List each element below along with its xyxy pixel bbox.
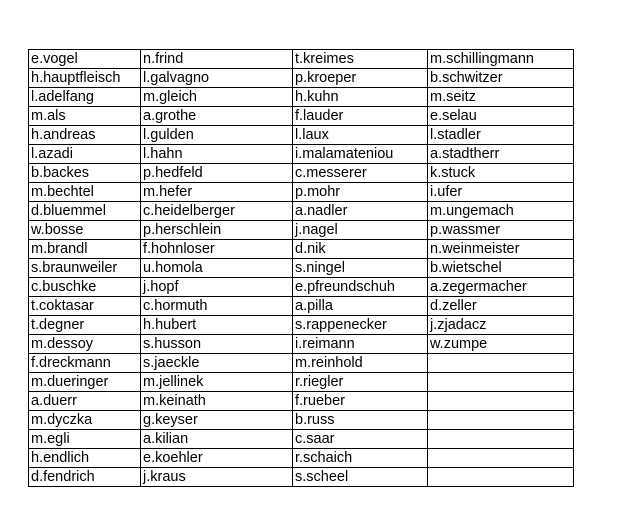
table-cell: s.scheel — [293, 468, 428, 487]
table-cell: s.rappenecker — [293, 316, 428, 335]
table-cell: l.galvagno — [141, 69, 293, 88]
table-cell: a.stadtherr — [428, 145, 574, 164]
table-row — [29, 88, 574, 107]
table-cell: a.pilla — [293, 297, 428, 316]
table-cell: s.jaeckle — [141, 354, 293, 373]
table-row — [29, 354, 574, 373]
table-row — [29, 202, 574, 221]
table-row — [29, 50, 574, 69]
table-cell: n.frind — [141, 50, 293, 69]
table-cell: a.zegermacher — [428, 278, 574, 297]
table-cell: i.ufer — [428, 183, 574, 202]
table-cell: c.hormuth — [141, 297, 293, 316]
table-cell: m.ungemach — [428, 202, 574, 221]
table-cell: d.fendrich — [29, 468, 141, 487]
table-cell: m.dueringer — [29, 373, 141, 392]
table-cell: b.backes — [29, 164, 141, 183]
table-cell — [428, 392, 574, 411]
table-row — [29, 240, 574, 259]
table-cell — [428, 430, 574, 449]
table-cell: m.hefer — [141, 183, 293, 202]
table-cell: i.reimann — [293, 335, 428, 354]
table-cell: j.nagel — [293, 221, 428, 240]
table-row — [29, 430, 574, 449]
table-cell: l.laux — [293, 126, 428, 145]
table-cell: h.hauptfleisch — [29, 69, 141, 88]
table-cell: d.zeller — [428, 297, 574, 316]
table-cell: n.weinmeister — [428, 240, 574, 259]
table-cell: l.stadler — [428, 126, 574, 145]
table-cell: l.azadi — [29, 145, 141, 164]
table-cell: m.dyczka — [29, 411, 141, 430]
table-cell: m.keinath — [141, 392, 293, 411]
table-cell: f.dreckmann — [29, 354, 141, 373]
table-cell: m.schillingmann — [428, 50, 574, 69]
table-cell — [428, 354, 574, 373]
table-cell: a.nadler — [293, 202, 428, 221]
table-cell: b.wietschel — [428, 259, 574, 278]
table-cell: m.gleich — [141, 88, 293, 107]
table-cell — [428, 411, 574, 430]
table-cell: h.kuhn — [293, 88, 428, 107]
table-cell: r.riegler — [293, 373, 428, 392]
names-table-body — [29, 50, 574, 487]
table-cell: s.husson — [141, 335, 293, 354]
table-cell: l.adelfang — [29, 88, 141, 107]
table-row — [29, 373, 574, 392]
table-cell: d.bluemmel — [29, 202, 141, 221]
table-row — [29, 278, 574, 297]
table-cell: k.stuck — [428, 164, 574, 183]
table-cell: w.bosse — [29, 221, 141, 240]
table-cell: b.russ — [293, 411, 428, 430]
table-row — [29, 183, 574, 202]
table-cell: p.mohr — [293, 183, 428, 202]
table-cell: m.dessoy — [29, 335, 141, 354]
table-cell: j.kraus — [141, 468, 293, 487]
table-cell: s.ningel — [293, 259, 428, 278]
table-row — [29, 145, 574, 164]
table-cell: p.kroeper — [293, 69, 428, 88]
table-cell: f.hohnloser — [141, 240, 293, 259]
table-cell: t.kreimes — [293, 50, 428, 69]
table-cell: m.reinhold — [293, 354, 428, 373]
table-cell: c.saar — [293, 430, 428, 449]
table-row — [29, 335, 574, 354]
table-row — [29, 316, 574, 335]
table-cell: w.zumpe — [428, 335, 574, 354]
table-row — [29, 468, 574, 487]
table-cell: m.brandl — [29, 240, 141, 259]
table-cell: s.braunweiler — [29, 259, 141, 278]
table-cell: p.herschlein — [141, 221, 293, 240]
table-row — [29, 259, 574, 278]
table-cell: d.nik — [293, 240, 428, 259]
table-cell: t.coktasar — [29, 297, 141, 316]
table-row — [29, 164, 574, 183]
table-cell: g.keyser — [141, 411, 293, 430]
table-cell: j.hopf — [141, 278, 293, 297]
table-cell: p.hedfeld — [141, 164, 293, 183]
table-row — [29, 411, 574, 430]
table-cell: m.bechtel — [29, 183, 141, 202]
table-cell: h.endlich — [29, 449, 141, 468]
table-row — [29, 297, 574, 316]
table-cell: m.jellinek — [141, 373, 293, 392]
table-cell: e.selau — [428, 107, 574, 126]
table-cell: a.duerr — [29, 392, 141, 411]
table-cell: j.zjadacz — [428, 316, 574, 335]
table-cell: l.gulden — [141, 126, 293, 145]
table-row — [29, 126, 574, 145]
table-cell: a.grothe — [141, 107, 293, 126]
table-cell: c.messerer — [293, 164, 428, 183]
table-cell: c.heidelberger — [141, 202, 293, 221]
table-cell: c.buschke — [29, 278, 141, 297]
table-cell: f.lauder — [293, 107, 428, 126]
table-cell: a.kilian — [141, 430, 293, 449]
names-table — [28, 49, 574, 487]
table-cell: t.degner — [29, 316, 141, 335]
table-row — [29, 392, 574, 411]
table-cell: f.rueber — [293, 392, 428, 411]
table-cell: m.als — [29, 107, 141, 126]
table-cell — [428, 373, 574, 392]
table-cell: h.andreas — [29, 126, 141, 145]
table-cell — [428, 449, 574, 468]
table-cell: l.hahn — [141, 145, 293, 164]
table-cell: m.seitz — [428, 88, 574, 107]
table-cell: h.hubert — [141, 316, 293, 335]
table-cell: m.egli — [29, 430, 141, 449]
table-cell: e.pfreundschuh — [293, 278, 428, 297]
table-cell: r.schaich — [293, 449, 428, 468]
table-cell — [428, 468, 574, 487]
table-row — [29, 69, 574, 88]
table-cell: b.schwitzer — [428, 69, 574, 88]
table-cell: i.malamateniou — [293, 145, 428, 164]
table-cell: p.wassmer — [428, 221, 574, 240]
table-row — [29, 107, 574, 126]
table-cell: e.vogel — [29, 50, 141, 69]
table-cell: u.homola — [141, 259, 293, 278]
table-row — [29, 221, 574, 240]
table-row — [29, 449, 574, 468]
table-cell: e.koehler — [141, 449, 293, 468]
